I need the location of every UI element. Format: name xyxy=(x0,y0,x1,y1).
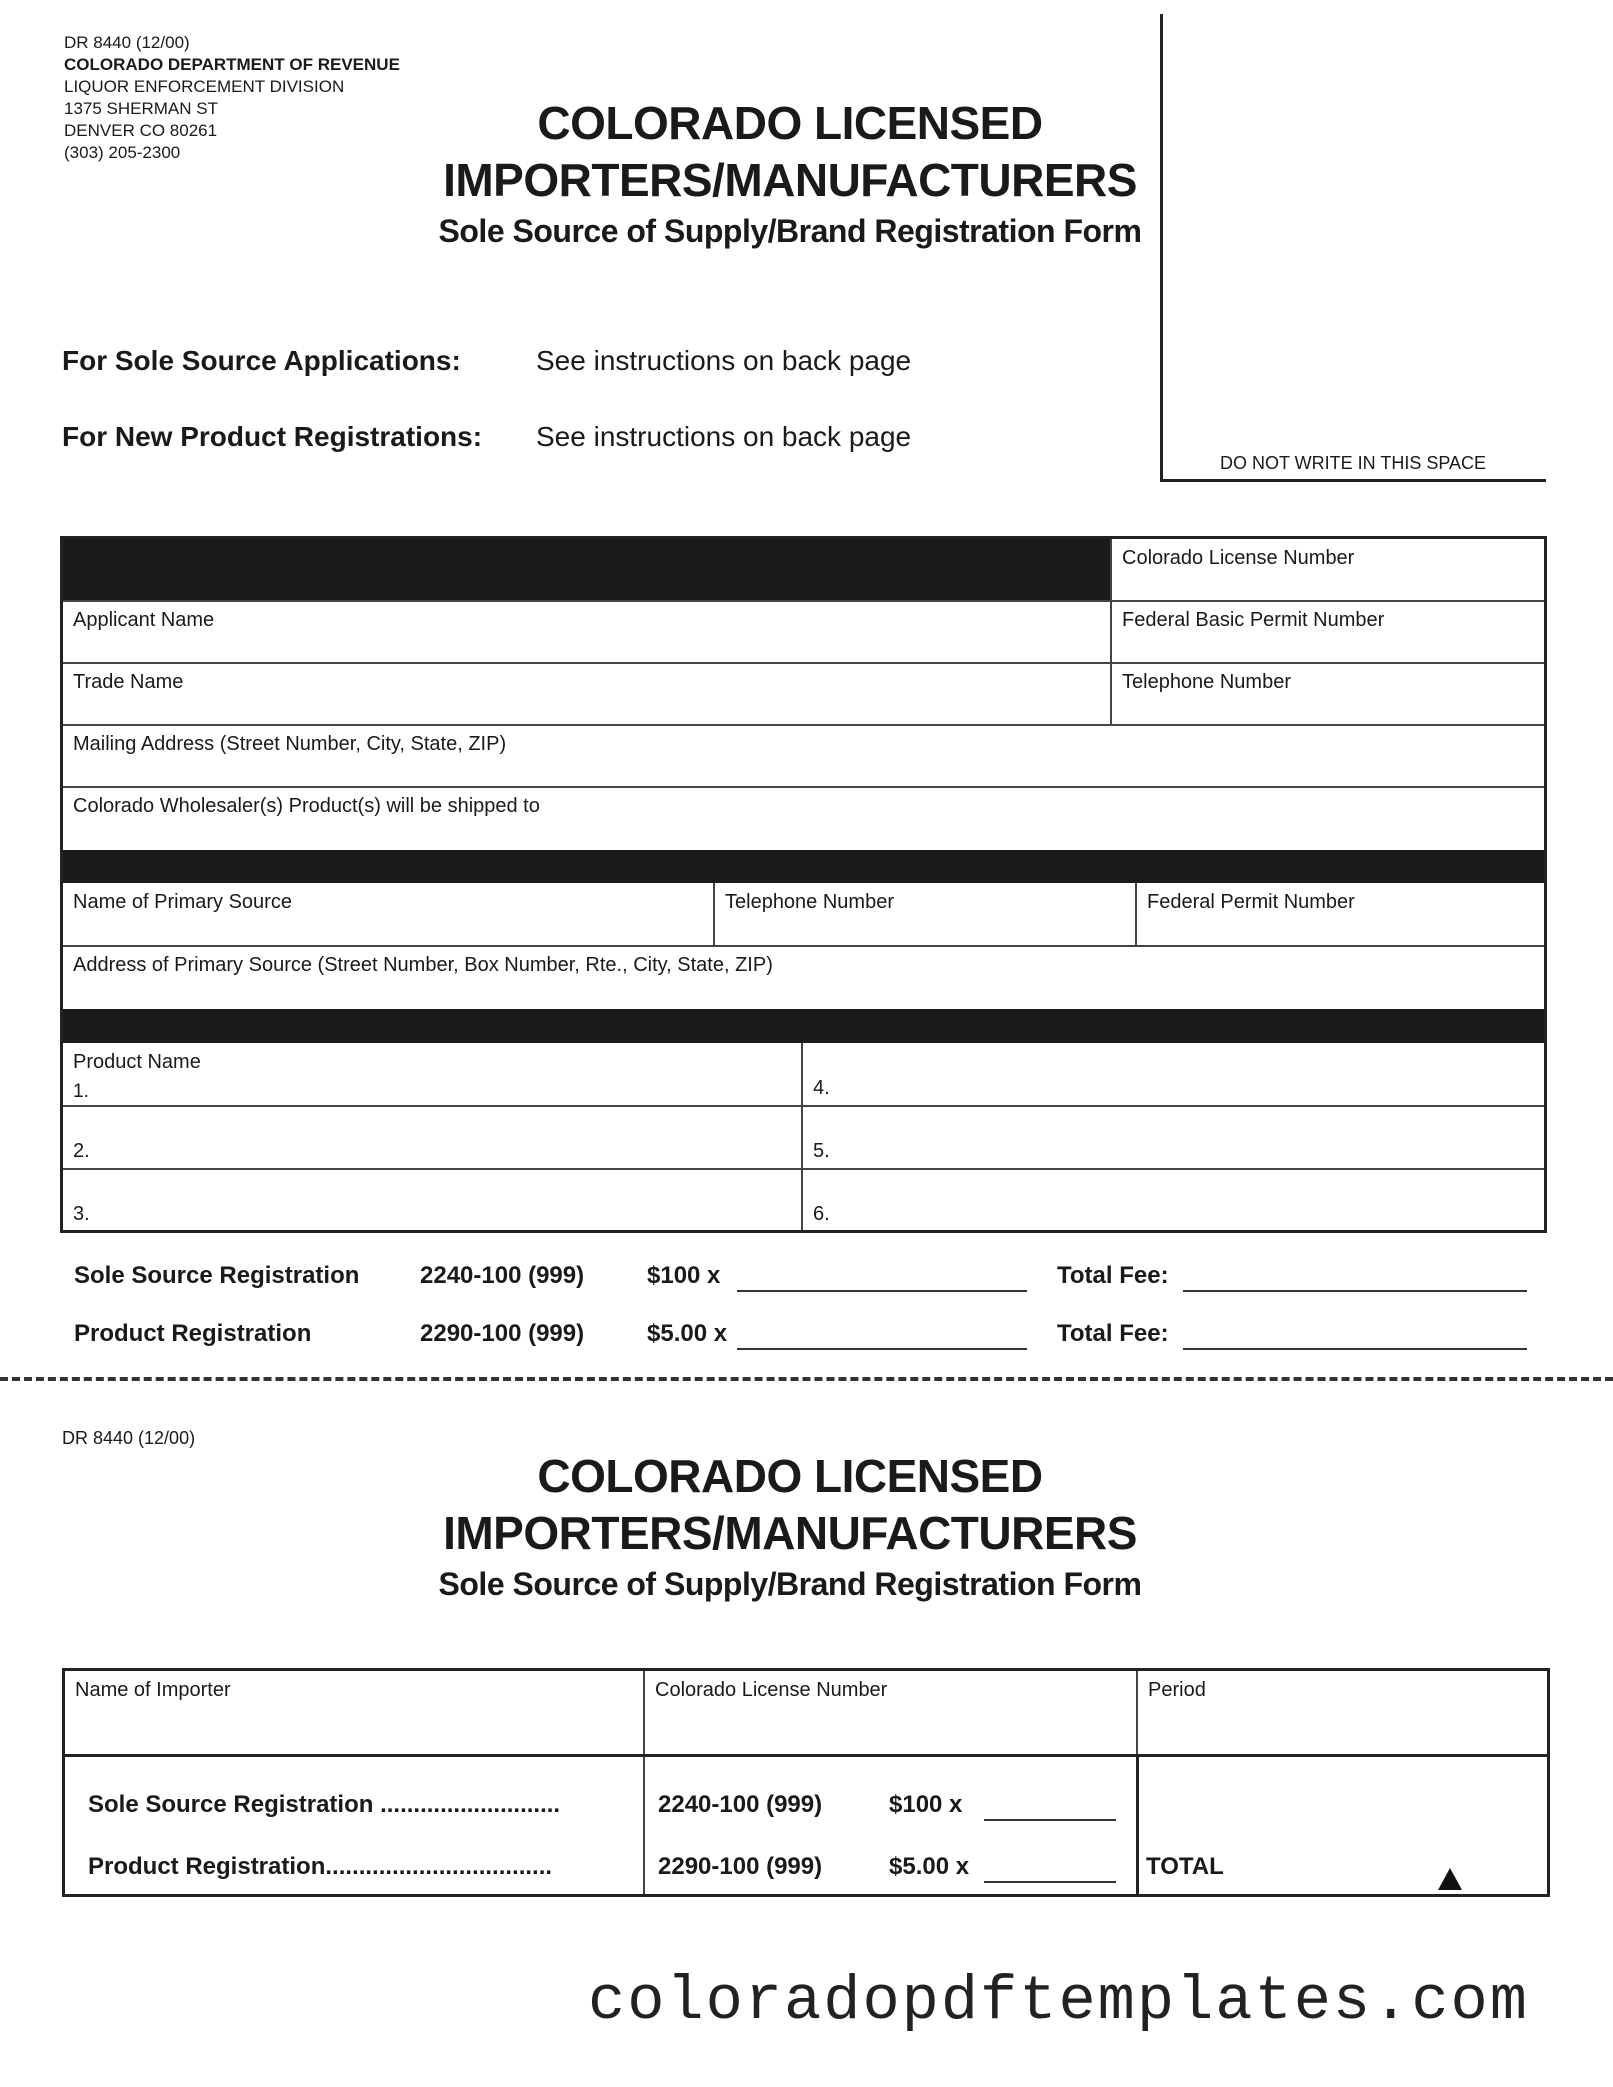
product-4-field[interactable] xyxy=(803,1043,1544,1105)
period-field[interactable] xyxy=(1138,1671,1547,1755)
form-subtitle: Sole Source of Supply/Brand Registration Form xyxy=(438,213,1142,249)
stub-form-id: DR 8440 (12/00) xyxy=(62,1428,196,1448)
importer-name-field[interactable] xyxy=(65,1671,643,1755)
primary-address-label: Address of Primary Source (Street Number, Box Number, Rte., City, State, ZIP) xyxy=(73,954,773,976)
product-1-field[interactable] xyxy=(63,1043,801,1105)
stub-sole-source-code: 2240-100 (999) xyxy=(658,1791,823,1818)
product-fee-rate: $5.00 x xyxy=(647,1320,728,1347)
do-not-write-note: DO NOT WRITE IN THIS SPACE xyxy=(1219,453,1487,473)
importer-name-label: Name of Importer xyxy=(75,1679,231,1701)
street-address: 1375 SHERMAN ST xyxy=(64,99,218,118)
federal-basic-permit-label: Federal Basic Permit Number xyxy=(1122,609,1385,631)
product-name-label: Product Name xyxy=(73,1051,201,1073)
colorado-license-number-label: Colorado License Number xyxy=(1122,547,1355,569)
wholesalers-label: Colorado Wholesaler(s) Product(s) will be shipped to xyxy=(73,795,540,817)
primary-address-field[interactable] xyxy=(63,946,1544,1008)
agency-phone: (303) 205-2300 xyxy=(64,143,181,162)
stub-total-label: TOTAL xyxy=(1146,1853,1224,1880)
city-address: DENVER CO 80261 xyxy=(64,121,218,140)
stub-title xyxy=(420,1448,1160,1604)
stub-license-number-label: Colorado License Number xyxy=(655,1679,888,1701)
telephone-number-field[interactable] xyxy=(1112,663,1542,725)
sole-source-total-input[interactable] xyxy=(1183,1268,1527,1297)
stub-sole-source-label: Sole Source Registration ........................... xyxy=(88,1791,561,1818)
product-qty-input[interactable] xyxy=(737,1326,1027,1355)
wholesalers-field[interactable] xyxy=(63,787,1544,849)
colorado-license-number-field[interactable] xyxy=(1112,539,1542,601)
division-name: LIQUOR ENFORCEMENT DIVISION xyxy=(64,77,345,96)
sole-source-instructions-value: See instructions on back page xyxy=(536,345,912,376)
trade-name-label: Trade Name xyxy=(73,671,184,693)
title-line-2: IMPORTERS/MANUFACTURERS xyxy=(443,154,1137,206)
department-name: COLORADO DEPARTMENT OF REVENUE xyxy=(64,55,400,74)
product-4-number: 4. xyxy=(813,1077,830,1099)
federal-permit-label: Federal Permit Number xyxy=(1147,891,1355,913)
new-product-instructions-label: For New Product Registrations: xyxy=(62,421,483,452)
mailing-address-label: Mailing Address (Street Number, City, State, ZIP) xyxy=(73,733,507,755)
primary-source-name-field[interactable] xyxy=(63,883,713,945)
sole-source-fee-code: 2240-100 (999) xyxy=(420,1262,585,1289)
federal-basic-permit-field[interactable] xyxy=(1112,601,1542,663)
product-1-number: 1. xyxy=(73,1081,89,1102)
cut-line xyxy=(0,1377,1613,1381)
product-6-field[interactable] xyxy=(803,1169,1544,1230)
product-2-number: 2. xyxy=(73,1140,90,1162)
site-watermark: coloradopdftemplates.com xyxy=(588,1966,1529,2037)
stub-product-code: 2290-100 (999) xyxy=(658,1853,823,1880)
stub-product-label: Product Registration.................................. xyxy=(88,1853,553,1880)
primary-telephone-field[interactable] xyxy=(715,883,1135,945)
mailing-address-field[interactable] xyxy=(63,725,1544,787)
primary-source-name-label: Name of Primary Source xyxy=(73,891,292,913)
section-bar-primary-source xyxy=(63,850,1544,883)
section-bar-products xyxy=(63,1009,1544,1043)
stub-sole-source-qty-input[interactable] xyxy=(984,1797,1116,1826)
form-title xyxy=(420,95,1160,251)
sole-source-qty-input[interactable] xyxy=(737,1268,1027,1297)
new-product-instructions-value: See instructions on back page xyxy=(536,421,912,452)
office-use-border-bottom xyxy=(1160,479,1546,482)
sole-source-fee-label: Sole Source Registration xyxy=(74,1262,360,1289)
product-2-field[interactable] xyxy=(63,1106,801,1168)
sole-source-fee-rate: $100 x xyxy=(647,1262,721,1289)
product-3-field[interactable] xyxy=(63,1169,801,1230)
applicant-name-field[interactable] xyxy=(63,601,1109,663)
primary-telephone-label: Telephone Number xyxy=(725,891,894,913)
stub-sole-source-rate: $100 x xyxy=(889,1791,963,1818)
telephone-number-label: Telephone Number xyxy=(1122,671,1291,693)
product-5-number: 5. xyxy=(813,1140,830,1162)
agency-header xyxy=(64,32,400,164)
trade-name-field[interactable] xyxy=(63,663,1109,725)
product-total-input[interactable] xyxy=(1183,1326,1527,1355)
stub-subtitle: Sole Source of Supply/Brand Registration Form xyxy=(438,1566,1142,1602)
stub-license-number-field[interactable] xyxy=(645,1671,1135,1755)
federal-permit-field[interactable] xyxy=(1137,883,1544,945)
stub-product-rate: $5.00 x xyxy=(889,1853,970,1880)
stub-title-line-1: COLORADO LICENSED xyxy=(537,1450,1043,1502)
sole-source-instructions-label: For Sole Source Applications: xyxy=(62,345,461,376)
stub-product-qty-input[interactable] xyxy=(984,1859,1116,1888)
stub-title-line-2: IMPORTERS/MANUFACTURERS xyxy=(443,1507,1137,1559)
product-5-field[interactable] xyxy=(803,1106,1544,1168)
period-label: Period xyxy=(1148,1679,1206,1701)
title-line-1: COLORADO LICENSED xyxy=(537,97,1043,149)
applicant-name-label: Applicant Name xyxy=(73,609,215,631)
product-fee-label: Product Registration xyxy=(74,1320,312,1347)
product-3-number: 3. xyxy=(73,1203,90,1225)
product-total-label: Total Fee: xyxy=(1057,1320,1169,1347)
product-fee-code: 2290-100 (999) xyxy=(420,1320,585,1347)
triangle-marker-icon xyxy=(1438,1868,1462,1890)
section-bar-applicant xyxy=(63,539,1111,601)
sole-source-total-label: Total Fee: xyxy=(1057,1262,1169,1289)
form-id: DR 8440 (12/00) xyxy=(64,33,190,52)
office-use-border-left xyxy=(1160,14,1163,482)
product-6-number: 6. xyxy=(813,1203,830,1225)
